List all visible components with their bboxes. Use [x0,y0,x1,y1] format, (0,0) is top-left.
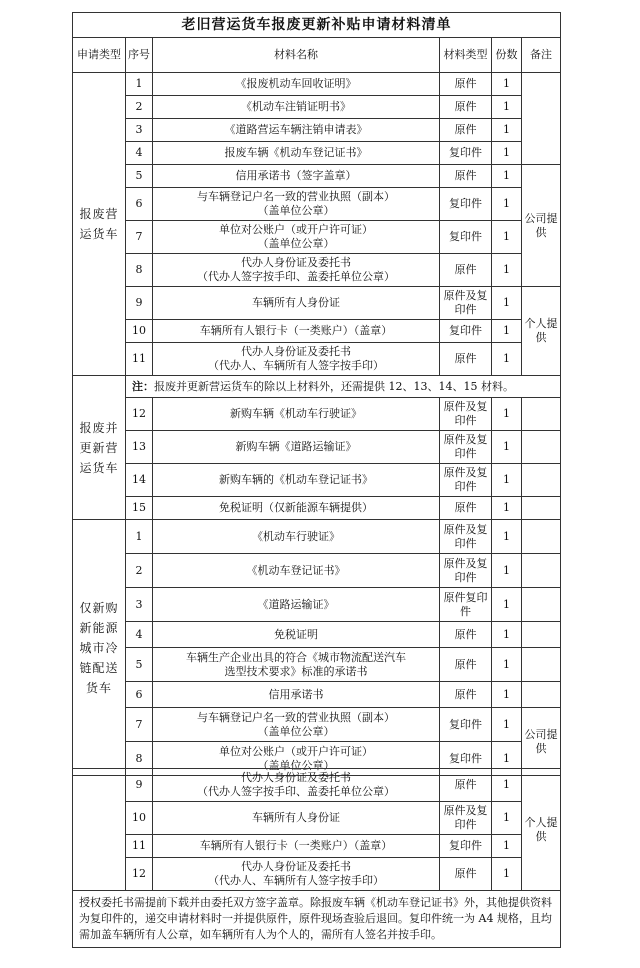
material-name [153,73,440,96]
material-name [153,165,440,188]
material-name-line: （代办人、车辆所有人签字按手印） [208,874,384,887]
header-remark: 备注 [522,38,561,73]
seq-cell: 2 [126,554,153,588]
seq-cell: 7 [126,221,153,254]
seq-cell: 10 [126,320,153,343]
seq-cell: 1 [126,73,153,96]
seq-cell: 4 [126,622,153,648]
material-name-line: 《机动车行驶证》 [252,529,340,543]
material-name [153,431,440,464]
material-name-line: 免税证明（仅新能源车辆提供） [219,501,373,514]
material-name-line: 《报废机动车回收证明》 [235,77,357,90]
material-type-cell: 原件 [440,119,492,142]
table-row [73,769,561,802]
material-name [153,142,440,165]
material-name-line: 单位对公账户（或开户许可证） [219,744,373,758]
material-type-cell: 原件 [440,96,492,119]
copies-cell: 1 [492,520,522,554]
material-name [153,188,440,221]
copies-cell: 1 [492,188,522,221]
copies-cell: 1 [492,622,522,648]
table-row [73,119,561,142]
material-name-line: 代办人身份证及委托书 [241,860,351,873]
remark-company: 公司提供 [522,165,561,287]
material-type-cell: 复印件 [440,142,492,165]
material-type-cell: 复印件 [440,221,492,254]
seq-cell: 8 [126,254,153,287]
material-type-cell: 复印件 [440,708,492,742]
material-type-cell: 原件 [440,648,492,682]
category-cell: 仅新购新能源城市冷链配送货车 [73,520,126,776]
material-name [153,497,440,520]
table-row [73,96,561,119]
table-row [73,497,561,520]
header-copies: 份数 [492,38,522,73]
copies-cell: 1 [492,73,522,96]
table-row [73,520,561,554]
remark-cell [522,520,561,554]
material-name-line: 报废车辆《机动车登记证书》 [224,146,368,159]
material-name [153,588,440,622]
material-name-line: （盖单位公章） [257,204,335,217]
copies-cell: 1 [492,431,522,464]
copies-cell: 1 [492,343,522,376]
material-name-line: 车辆所有人银行卡（一类账户）（盖章） [199,839,393,852]
material-name-line: 信用承诺书 [268,687,324,701]
material-name [153,287,440,320]
material-type-cell: 复印件 [440,188,492,221]
header-type: 申请类型 [73,38,126,73]
seq-cell: 8 [126,742,153,776]
table-row [73,431,561,464]
copies-cell: 1 [492,96,522,119]
copies-cell: 1 [492,320,522,343]
seq-cell: 4 [126,142,153,165]
copies-cell: 1 [492,398,522,431]
materials-table [72,12,561,776]
material-name [153,835,440,858]
seq-cell: 1 [126,520,153,554]
material-name [153,708,440,742]
material-name-line: （代办人签字按手印、盖委托单位公章） [197,270,395,283]
seq-cell: 11 [126,835,153,858]
seq-cell: 6 [126,188,153,221]
material-type-cell: 原件及复印件 [440,431,492,464]
table-row [73,320,561,343]
category-cell-empty [73,769,126,891]
material-name-line: 车辆所有人身份证 [252,811,340,824]
table-row [73,554,561,588]
material-name-line: 选型技术要求》标准的承诺书 [224,664,368,678]
material-type-cell: 原件 [440,858,492,891]
material-name-line: 新购车辆《道路运输证》 [235,440,357,453]
copies-cell: 1 [492,742,522,776]
material-name [153,320,440,343]
seq-cell: 7 [126,708,153,742]
copies-cell: 1 [492,802,522,835]
page-title: 老旧营运货车报废更新补贴申请材料清单 [73,13,561,38]
table-row [73,221,561,254]
material-type-cell: 原件及复印件 [440,287,492,320]
material-name [153,464,440,497]
material-type-cell: 原件及复印件 [440,554,492,588]
header-name: 材料名称 [153,38,440,73]
remark-cell [522,497,561,520]
remark-cell [522,622,561,648]
material-type-cell: 原件及复印件 [440,398,492,431]
material-name-line: 车辆生产企业出具的符合《城市物流配送汽车 [186,650,406,664]
remark-cell [522,588,561,622]
material-name-line: 与车辆登记户名一致的营业执照（副本） [197,190,395,203]
material-type-cell: 复印件 [440,742,492,776]
table-row [73,188,561,221]
table-row [73,648,561,682]
category-cell: 报废营运货车 [73,73,126,376]
material-type-cell: 复印件 [440,320,492,343]
material-type-cell: 原件 [440,769,492,802]
material-type-cell: 原件 [440,622,492,648]
material-name-line: 信用承诺书（签字盖章） [235,169,357,182]
material-name [153,648,440,682]
note-text: 报废并更新营运货车的除以上材料外，还需提供 12、13、14、15 材料。 [154,379,514,393]
material-name [153,769,440,802]
material-name-line: 单位对公账户（或开户许可证） [219,223,373,236]
table-row [73,73,561,96]
note-cell [126,376,561,398]
material-name-line: 代办人身份证及委托书 [241,771,351,784]
copies-cell: 1 [492,682,522,708]
material-name [153,802,440,835]
remark-personal: 个人提供 [522,769,561,891]
material-name [153,221,440,254]
table-row [73,682,561,708]
seq-cell: 5 [126,648,153,682]
note-label: 注： [132,379,154,393]
seq-cell: 3 [126,588,153,622]
table-row [73,464,561,497]
table-row [73,165,561,188]
material-name [153,398,440,431]
copies-cell: 1 [492,554,522,588]
material-name-line: （代办人、车辆所有人签字按手印） [208,359,384,372]
remark-cell [522,431,561,464]
header-material-type: 材料类型 [440,38,492,73]
material-name-line: 代办人身份证及委托书 [241,256,351,269]
material-name-line: （盖单位公章） [257,724,335,738]
table-row [73,622,561,648]
seq-cell: 6 [126,682,153,708]
material-name-line: 《机动车注销证明书》 [241,100,351,113]
footer-note: 授权委托书需提前下载并由委托双方签字盖章。除报废车辆《机动车登记证书》外，其他提供资料为复印件的，递交申请材料时一并提供原件，原件现场查验后退回。复印件统一为 A4 规格，且均需加盖车辆所有人公章，如车辆所有人为个人的，需所有人签名并按手印。 [73,891,561,948]
copies-cell: 1 [492,254,522,287]
copies-cell: 1 [492,858,522,891]
copies-cell: 1 [492,497,522,520]
material-name-line: 新购车辆的《机动车登记证书》 [219,473,373,486]
header-seq: 序号 [126,38,153,73]
material-name-line: 车辆所有人银行卡（一类账户）（盖章） [199,324,393,337]
material-name-line: （盖单位公章） [257,758,335,772]
material-name-line: 《机动车登记证书》 [246,563,346,577]
copies-cell: 1 [492,708,522,742]
seq-cell: 10 [126,802,153,835]
seq-cell: 3 [126,119,153,142]
material-name-line: 《道路营运车辆注销申请表》 [224,123,368,136]
material-type-cell: 复印件 [440,835,492,858]
material-type-cell: 原件 [440,343,492,376]
seq-cell: 9 [126,287,153,320]
material-type-cell: 原件复印件 [440,588,492,622]
copies-cell: 1 [492,835,522,858]
seq-cell: 13 [126,431,153,464]
material-type-cell: 原件 [440,254,492,287]
material-name [153,96,440,119]
table-row [73,802,561,835]
seq-cell: 5 [126,165,153,188]
remark-cell [522,73,561,165]
material-type-cell: 原件及复印件 [440,802,492,835]
remark-cell [522,554,561,588]
table-row [73,287,561,320]
table-row [73,142,561,165]
material-type-cell: 原件 [440,682,492,708]
material-type-cell: 原件 [440,497,492,520]
material-name [153,520,440,554]
table-row [73,343,561,376]
copies-cell: 1 [492,221,522,254]
material-name [153,254,440,287]
copies-cell: 1 [492,142,522,165]
copies-cell: 1 [492,769,522,802]
table-row [73,708,561,742]
category-cell: 报废并更新营运货车 [73,376,126,520]
seq-cell: 11 [126,343,153,376]
material-name [153,343,440,376]
material-type-cell: 原件 [440,165,492,188]
material-name-line: 代办人身份证及委托书 [241,345,351,358]
material-name-line: 车辆所有人身份证 [252,296,340,309]
material-name-line: 新购车辆《机动车行驶证》 [230,407,362,420]
copies-cell: 1 [492,287,522,320]
seq-cell: 9 [126,769,153,802]
material-name-line: 与车辆登记户名一致的营业执照（副本） [197,710,395,724]
material-name [153,554,440,588]
seq-cell: 15 [126,497,153,520]
materials-table-continued [72,768,561,948]
seq-cell: 12 [126,398,153,431]
remark-cell [522,648,561,682]
material-name [153,682,440,708]
seq-cell: 14 [126,464,153,497]
seq-cell: 12 [126,858,153,891]
material-type-cell: 原件及复印件 [440,464,492,497]
remark-cell [522,398,561,431]
remark-personal: 个人提供 [522,287,561,376]
table-row [73,858,561,891]
material-name [153,622,440,648]
copies-cell: 1 [492,588,522,622]
seq-cell: 2 [126,96,153,119]
table-row [73,835,561,858]
copies-cell: 1 [492,464,522,497]
remark-cell [522,464,561,497]
copies-cell: 1 [492,165,522,188]
copies-cell: 1 [492,119,522,142]
copies-cell: 1 [492,648,522,682]
remark-company: 公司提供 [522,708,561,776]
material-name [153,119,440,142]
material-name-line: 《道路运输证》 [257,597,335,611]
material-type-cell: 原件及复印件 [440,520,492,554]
table-row [73,398,561,431]
material-type-cell: 原件 [440,73,492,96]
material-name-line: 免税证明 [274,627,318,641]
material-name [153,858,440,891]
table-row [73,254,561,287]
remark-cell [522,682,561,708]
material-name-line: （盖单位公章） [257,237,335,250]
table-row [73,588,561,622]
material-name-line: （代办人签字按手印、盖委托单位公章） [197,785,395,798]
